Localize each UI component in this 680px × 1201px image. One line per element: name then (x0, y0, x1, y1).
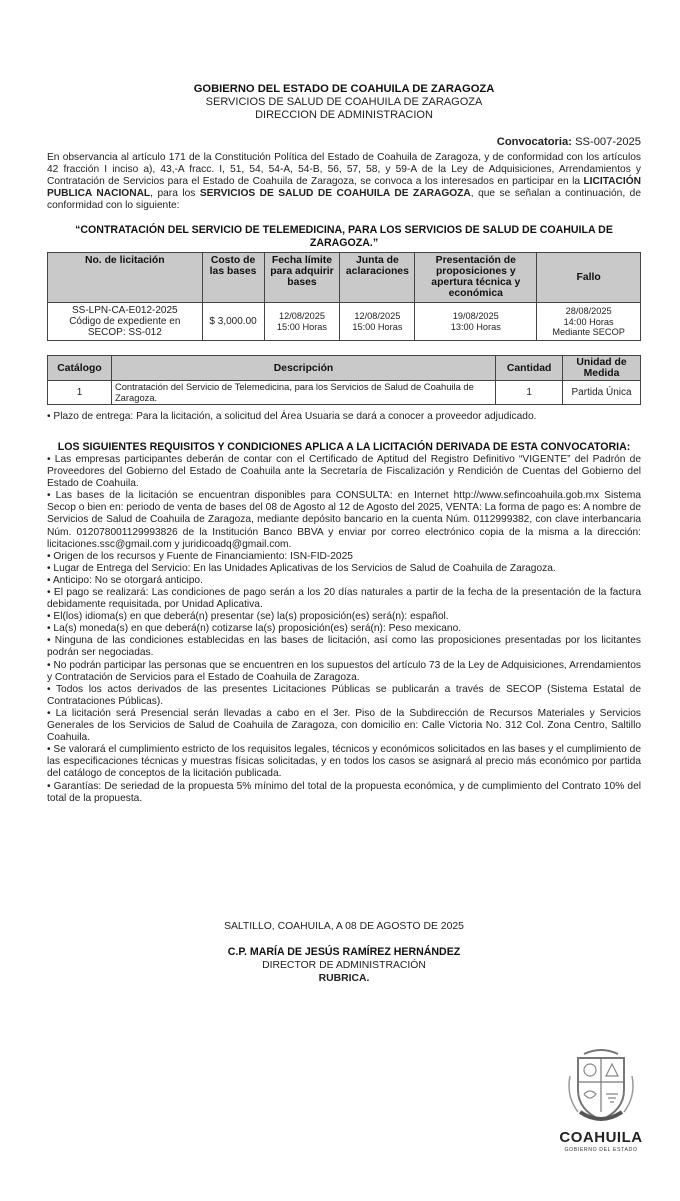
place-date: SALTILLO, COAHUILA, A 08 DE AGOSTO DE 2025 (224, 921, 464, 932)
licitacion-table (47, 252, 641, 341)
th-cantidad: Cantidad (496, 356, 563, 381)
signer-name: C.P. MARÍA DE JESÚS RAMÍREZ HERNÁNDEZ (227, 946, 461, 958)
plazo-entrega: • Plazo de entrega: Para la licitación, a solicitud del Área Usuaria se dará a conocer a proveedor adjudicado. (47, 411, 537, 423)
fallo-method: Mediante SECOP (552, 327, 625, 338)
cell-licitacion (48, 303, 203, 341)
service-title: “CONTRATACIÓN DEL SERVICIO DE TELEMEDICINA, PARA LOS SERVICIOS DE SALUD DE COAHUILA DE ZARAGOZA.” (75, 224, 613, 249)
junta-date: 12/08/2025 (354, 311, 401, 322)
requirements-title: LOS SIGUIENTES REQUISITOS Y CONDICIONES APLICA A LA LICITACIÓN DERIVADA DE ESTA CONVOCATORIA: (57, 441, 631, 454)
licitacion-table-header (48, 253, 641, 303)
header-administration: DIRECCION DE ADMINISTRACION (255, 109, 433, 121)
list-item: • Todos los actos derivados de las presentes Licitaciones Públicas se publicarán a través de SECOP (Sistema Estatal de Contrataciones Públicas). (47, 683, 641, 707)
licitacion-exp-label: Código de expediente en (69, 316, 181, 328)
cell-unidad: Partida Única (563, 381, 641, 405)
convocatoria-line (47, 135, 641, 149)
signer-position: DIRECTOR DE ADMINISTRACIÓN (262, 960, 426, 971)
header-government: GOBIERNO DEL ESTADO DE COAHUILA DE ZARAGOZA (193, 83, 495, 95)
list-item: • La licitación será Presencial serán llevadas a cabo en el 3er. Piso de la Subdirección de Recursos Materiales y Servicios Generales de los Servicios de Salud de Coahuila de Zaragoza, con domicilio en: Calle Victoria No. 312 Col. Zona Centro, Saltillo Coahuila. (47, 707, 641, 744)
th-costo: Costo de las bases (202, 253, 264, 303)
cell-catalogo: 1 (48, 381, 112, 405)
document-header (47, 83, 641, 122)
cell-costo: $ 3,000.00 (202, 303, 264, 341)
rubrica: RUBRICA. (318, 973, 370, 984)
logo-subtitle: GOBIERNO DEL ESTADO (564, 1147, 638, 1153)
list-item: • Ninguna de las condiciones establecidas en las bases de licitación, así como las proposiciones presentadas por los licitantes podrán ser negociadas. (47, 635, 641, 659)
th-licitacion: No. de licitación (48, 253, 203, 303)
intro-text-1: En observancia al artículo 171 de la Constitución Política del Estado de Coahuila de Zaragoza, y de conformidad con los artículos 42 fracción I inciso a), 43,-A fracc. I, 51, 54, 54-A, 54-B, 56, 57, 58, y 59-A de la Ley de Adquisiciones, Arrendamientos y Contratación de Servicios para el Estado de Coahuila de Zaragoza, se convoca a los interesados en participar en la (47, 152, 641, 188)
coahuila-logo (551, 1046, 651, 1153)
intro-bold-licitacion: LICITACIÓN PUBLICA NACIONAL (47, 176, 641, 200)
header-health-services: SERVICIOS DE SALUD DE COAHUILA DE ZARAGOZA (205, 96, 483, 108)
licitacion-number: SS-LPN-CA-E012-2025 (71, 305, 178, 317)
table-row (48, 381, 641, 405)
list-item: • Lugar de Entrega del Servicio: En las Unidades Aplicativas de los Servicios de Salud de Coahuila de Zaragoza. (47, 562, 556, 574)
fallo-date: 28/08/2025 (565, 306, 612, 317)
catalog-table (47, 355, 641, 405)
cell-fecha-limite (264, 303, 340, 341)
intro-bold-servicios: SERVICIOS DE SALUD DE COAHUILA DE ZARAGOZA (199, 188, 471, 200)
cell-presentacion (415, 303, 537, 341)
th-fecha-limite: Fecha límite para adquirir bases (264, 253, 340, 303)
intro-paragraph (47, 152, 641, 212)
convocatoria-label: Convocatoria: (496, 136, 572, 148)
list-item: • Anticipo: No se otorgará anticipo. (47, 574, 203, 586)
licitacion-secop: SECOP: SS-012 (87, 327, 162, 339)
list-item: • El(los) idioma(s) en que deberá(n) presentar (se) la(s) proposición(es) será(n): español. (47, 611, 449, 623)
list-item: • Origen de los recursos y Fuente de Financiamiento: ISN-FID-2025 (47, 550, 353, 562)
presentacion-time: 13:00 Horas (450, 321, 501, 332)
th-catalogo: Catálogo (48, 356, 112, 381)
coat-of-arms-icon (564, 1046, 638, 1124)
signature-block (47, 920, 641, 985)
fecha-time: 15:00 Horas (276, 321, 327, 332)
catalog-table-header (48, 356, 641, 381)
cell-junta (340, 303, 415, 341)
junta-time: 15:00 Horas (352, 321, 403, 332)
list-item: • Las empresas participantes deberán de contar con el Certificado de Aptitud del Registro Definitivo “VIGENTE” del Padrón de Proveedores del Gobierno del Estado de Coahuila ante la Secretaría de Fiscalización y Rendición de Cuentas del Gobierno del Estado de Coahuila. (47, 453, 641, 490)
th-unidad: Unidad de Medida (563, 356, 641, 381)
table-row (48, 303, 641, 341)
list-item: • No podrán participar las personas que se encuentren en los supuestos del artículo 73 de la Ley de Adquisiciones, Arrendamientos y Contratación de Servicios para el Estado de Coahuila de Zaragoza. (47, 659, 641, 683)
list-item: • El pago se realizará: Las condiciones de pago serán a los 20 días naturales a partir de la fecha de la presentación de la factura debidamente requisitada, por Unidad Aplicativa. (47, 587, 641, 611)
fecha-date: 12/08/2025 (278, 311, 325, 322)
list-item: • Se valorará el cumplimiento estricto de los requisitos legales, técnicos y económicos solicitados en las bases y el cumplimiento de las especificaciones técnicas y muestras físicas solicitadas, y en todos los casos se asignará al precio más económico por partida del catálogo de conceptos de la licitación publicada. (47, 744, 641, 780)
cell-descripcion: Contratación del Servicio de Telemedicina, para los Servicios de Salud de Coahuila de Zaragoza. (111, 381, 495, 405)
logo-name: COAHUILA (559, 1129, 643, 1146)
list-item: • Garantías: De seriedad de la propuesta 5% mínimo del total de la propuesta económica, y de cumplimiento del Contrato 10% del total de la propuesta. (47, 780, 641, 804)
cell-cantidad: 1 (496, 381, 563, 405)
intro-text-2: , para los (150, 188, 200, 200)
fallo-time: 14:00 Horas (563, 316, 614, 327)
requirements-list (47, 454, 641, 805)
th-descripcion: Descripción (111, 356, 495, 381)
list-item: • La(s) moneda(s) en que deberá(n) cotizarse la(s) proposición(es) será(n): Peso mexicano. (47, 623, 462, 635)
th-junta: Junta de aclaraciones (340, 253, 415, 303)
document-page (47, 83, 641, 984)
list-item: • Las bases de la licitación se encuentran disponibles para CONSULTA: en Internet http://www.sefincoahuila.gob.mx Sistema Secop o bien en: periodo de venta de bases del 08 de Agosto al 12 de Agosto del 2025, VENTA: La forma de pago es: A nombre de Servicios de Salud de Coahuila de Zaragoza, mediante depósito bancario en la cuenta Núm. 0112999382, con clave interbancaria Núm. 012078001129993826 de la Institución Banco BBVA y enviar por correo electrónico copia de la misma a la dirección: licitaciones.ssc@gmail.com y juridicoadq@gmail.com. (47, 490, 641, 550)
cell-fallo (537, 303, 641, 341)
intro-text-3: , que se señalan a continuación, de conformidad con lo siguiente: (47, 188, 641, 212)
presentacion-date: 19/08/2025 (452, 311, 499, 322)
th-fallo: Fallo (537, 253, 641, 303)
th-presentacion: Presentación de proposiciones y apertura técnica y económica (415, 253, 537, 303)
convocatoria-number: SS-007-2025 (575, 136, 641, 148)
